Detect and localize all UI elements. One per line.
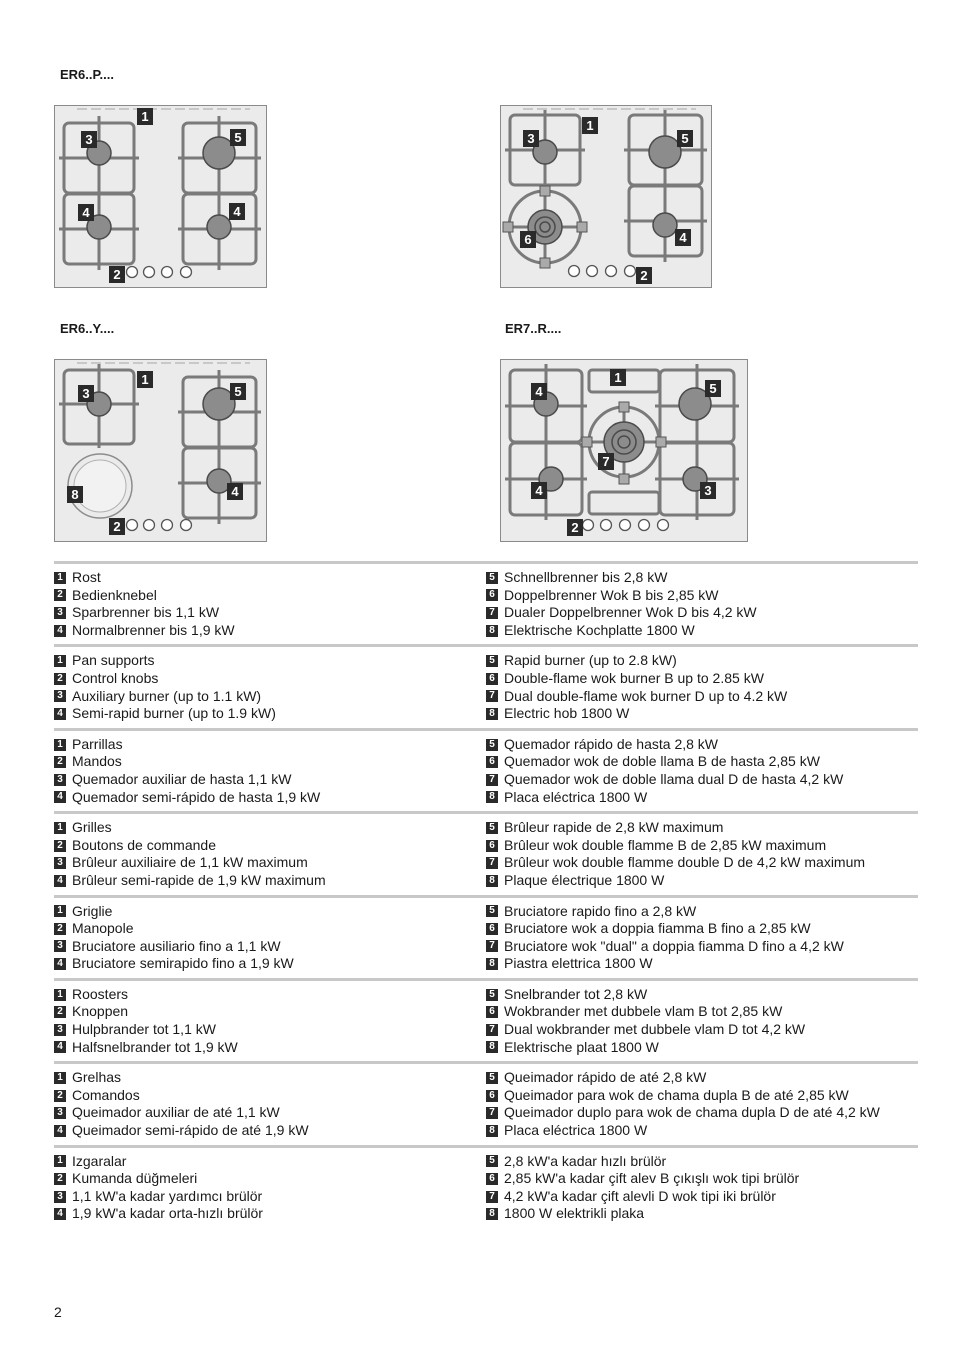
legend-item: 8 1800 W elektrikli plaka — [486, 1205, 918, 1223]
callout-7: 7 — [598, 453, 614, 470]
legend-column-left — [54, 986, 486, 1056]
legend-item: 7 Dual double-flame wok burner D up to 4.2 kW — [486, 688, 918, 706]
callout-8: 8 — [486, 1125, 498, 1137]
legend-column-left — [54, 1069, 486, 1139]
legend-item: 5 Snelbrander tot 2,8 kW — [486, 986, 918, 1004]
callout-1: 1 — [582, 117, 598, 134]
legend-item: 2 Bedienknebel — [54, 587, 486, 605]
legend-item: 3 Auxiliary burner (up to 1.1 kW) — [54, 688, 486, 706]
model-label-er6y: ER6..Y.... — [60, 321, 115, 336]
legend-item: 2 Manopole — [54, 920, 486, 938]
legend-item: 4 1,9 kW'a kadar orta-hızlı brülör — [54, 1205, 486, 1223]
callout-1: 1 — [137, 108, 153, 125]
legend-block-nl — [54, 978, 918, 1061]
callout-4: 4 — [531, 482, 547, 499]
callout-2: 2 — [54, 1090, 66, 1102]
callout-4: 4 — [675, 229, 691, 246]
callout-2: 2 — [54, 923, 66, 935]
legend-item: 6 2,85 kW'a kadar çift alev B çıkışlı wok tipi brülör — [486, 1170, 918, 1188]
callout-3: 3 — [700, 482, 716, 499]
parts-legend — [54, 561, 918, 1228]
callout-4: 4 — [229, 203, 245, 220]
legend-item: 1 Grelhas — [54, 1069, 486, 1087]
legend-item: 2 Mandos — [54, 753, 486, 771]
callout-5: 5 — [705, 380, 721, 397]
callout-3: 3 — [54, 857, 66, 869]
callout-3: 3 — [54, 940, 66, 952]
callout-4: 4 — [54, 791, 66, 803]
callout-8: 8 — [486, 958, 498, 970]
legend-item: 6 Bruciatore wok a doppia fiamma B fino a 2,85 kW — [486, 920, 918, 938]
legend-item: 3 1,1 kW'a kadar yardımcı brülör — [54, 1188, 486, 1206]
legend-column-right — [486, 903, 918, 973]
legend-item: 8 Placa eléctrica 1800 W — [486, 789, 918, 807]
callout-5: 5 — [230, 129, 246, 146]
legend-item: 7 Quemador wok de doble llama dual D de hasta 4,2 kW — [486, 771, 918, 789]
callout-4: 4 — [54, 1041, 66, 1053]
legend-item: 3 Brûleur auxiliaire de 1,1 kW maximum — [54, 854, 486, 872]
callout-8: 8 — [486, 625, 498, 637]
legend-item: 8 Piastra elettrica 1800 W — [486, 955, 918, 973]
callout-7: 7 — [486, 1107, 498, 1119]
callout-2: 2 — [54, 756, 66, 768]
callout-6: 6 — [486, 923, 498, 935]
legend-item: 3 Sparbrenner bis 1,1 kW — [54, 604, 486, 622]
legend-item: 2 Knoppen — [54, 1003, 486, 1021]
legend-item: 1 Izgaralar — [54, 1153, 486, 1171]
callout-1: 1 — [54, 572, 66, 584]
callout-5: 5 — [486, 822, 498, 834]
callout-6: 6 — [486, 673, 498, 685]
legend-item: 1 Pan supports — [54, 652, 486, 670]
callout-5: 5 — [486, 739, 498, 751]
page-number: 2 — [54, 1304, 62, 1320]
callout-2: 2 — [109, 518, 125, 535]
legend-column-right — [486, 1069, 918, 1139]
callout-2: 2 — [54, 673, 66, 685]
cooktop-diagram-er6-wok — [500, 105, 712, 288]
legend-column-right — [486, 986, 918, 1056]
callout-8: 8 — [486, 1208, 498, 1220]
callout-1: 1 — [54, 822, 66, 834]
callout-4: 4 — [54, 708, 66, 720]
legend-item: 5 Rapid burner (up to 2.8 kW) — [486, 652, 918, 670]
callout-2: 2 — [54, 1173, 66, 1185]
legend-item: 7 Dual wokbrander met dubbele vlam D tot 4,2 kW — [486, 1021, 918, 1039]
cooktop-diagram-er7r — [500, 359, 748, 542]
callout-7: 7 — [486, 940, 498, 952]
legend-block-es — [54, 728, 918, 811]
model-label-er6p: ER6..P.... — [60, 67, 114, 82]
legend-column-right — [486, 736, 918, 806]
legend-item: 6 Wokbrander met dubbele vlam B tot 2,85 kW — [486, 1003, 918, 1021]
legend-column-left — [54, 569, 486, 639]
legend-item: 4 Semi-rapid burner (up to 1.9 kW) — [54, 705, 486, 723]
legend-item: 8 Elektrische plaat 1800 W — [486, 1039, 918, 1057]
legend-item: 5 Brûleur rapide de 2,8 kW maximum — [486, 819, 918, 837]
legend-item: 2 Boutons de commande — [54, 837, 486, 855]
callout-6: 6 — [486, 589, 498, 601]
callout-7: 7 — [486, 857, 498, 869]
legend-item: 6 Doppelbrenner Wok B bis 2,85 kW — [486, 587, 918, 605]
legend-item: 2 Control knobs — [54, 670, 486, 688]
legend-block-en — [54, 644, 918, 727]
callout-3: 3 — [54, 1191, 66, 1203]
callout-8: 8 — [67, 486, 83, 503]
model-label-er7r: ER7..R.... — [505, 321, 562, 336]
callout-3: 3 — [54, 774, 66, 786]
callout-3: 3 — [523, 130, 539, 147]
callout-2: 2 — [636, 267, 652, 284]
callout-5: 5 — [486, 989, 498, 1001]
legend-item: 6 Brûleur wok double flamme B de 2,85 kW maximum — [486, 837, 918, 855]
callout-5: 5 — [486, 1155, 498, 1167]
legend-item: 7 Bruciatore wok "dual" a doppia fiamma D fino a 4,2 kW — [486, 938, 918, 956]
legend-item: 6 Double-flame wok burner B up to 2.85 kW — [486, 670, 918, 688]
callout-5: 5 — [486, 1072, 498, 1084]
legend-column-right — [486, 819, 918, 889]
callout-7: 7 — [486, 690, 498, 702]
legend-column-left — [54, 903, 486, 973]
callout-7: 7 — [486, 774, 498, 786]
callout-6: 6 — [486, 1090, 498, 1102]
legend-block-de — [54, 561, 918, 644]
callout-4: 4 — [78, 204, 94, 221]
callout-1: 1 — [54, 739, 66, 751]
callout-5: 5 — [486, 655, 498, 667]
callout-1: 1 — [54, 655, 66, 667]
callout-7: 7 — [486, 1191, 498, 1203]
callout-6: 6 — [486, 1173, 498, 1185]
callout-3: 3 — [54, 690, 66, 702]
callout-6: 6 — [486, 1006, 498, 1018]
legend-item: 5 2,8 kW'a kadar hızlı brülör — [486, 1153, 918, 1171]
callout-2: 2 — [54, 840, 66, 852]
callout-1: 1 — [610, 369, 626, 386]
legend-item: 4 Queimador semi-rápido de até 1,9 kW — [54, 1122, 486, 1140]
legend-item: 6 Queimador para wok de chama dupla B de até 2,85 kW — [486, 1087, 918, 1105]
callout-4: 4 — [227, 483, 243, 500]
legend-item: 5 Schnellbrenner bis 2,8 kW — [486, 569, 918, 587]
legend-item: 8 Plaque électrique 1800 W — [486, 872, 918, 890]
legend-item: 4 Bruciatore semirapido fino a 1,9 kW — [54, 955, 486, 973]
callout-6: 6 — [486, 756, 498, 768]
legend-item: 8 Electric hob 1800 W — [486, 705, 918, 723]
legend-item: 1 Rost — [54, 569, 486, 587]
legend-column-right — [486, 569, 918, 639]
callout-7: 7 — [486, 1024, 498, 1036]
legend-item: 6 Quemador wok de doble llama B de hasta 2,85 kW — [486, 753, 918, 771]
legend-block-pt — [54, 1061, 918, 1144]
legend-item: 2 Kumanda düğmeleri — [54, 1170, 486, 1188]
callout-5: 5 — [486, 905, 498, 917]
legend-column-left — [54, 819, 486, 889]
cooktop-diagram-er6y — [54, 359, 267, 542]
legend-item: 5 Quemador rápido de hasta 2,8 kW — [486, 736, 918, 754]
callout-7: 7 — [486, 607, 498, 619]
callout-3: 3 — [54, 1024, 66, 1036]
legend-item: 1 Roosters — [54, 986, 486, 1004]
callout-3: 3 — [54, 1107, 66, 1119]
legend-item: 3 Quemador auxiliar de hasta 1,1 kW — [54, 771, 486, 789]
legend-item: 3 Queimador auxiliar de até 1,1 kW — [54, 1104, 486, 1122]
legend-column-right — [486, 652, 918, 722]
legend-item: 7 Dualer Doppelbrenner Wok D bis 4,2 kW — [486, 604, 918, 622]
callout-3: 3 — [78, 385, 94, 402]
legend-item: 3 Hulpbrander tot 1,1 kW — [54, 1021, 486, 1039]
cooktop-diagram-er6p — [54, 105, 267, 288]
legend-item: 2 Comandos — [54, 1087, 486, 1105]
legend-block-tr — [54, 1145, 918, 1228]
callout-1: 1 — [54, 1155, 66, 1167]
callout-8: 8 — [486, 1041, 498, 1053]
callout-2: 2 — [54, 589, 66, 601]
legend-item: 3 Bruciatore ausiliario fino a 1,1 kW — [54, 938, 486, 956]
callout-8: 8 — [486, 708, 498, 720]
callout-2: 2 — [54, 1006, 66, 1018]
legend-column-right — [486, 1153, 918, 1223]
callout-1: 1 — [54, 989, 66, 1001]
legend-column-left — [54, 736, 486, 806]
callout-1: 1 — [54, 905, 66, 917]
legend-item: 5 Bruciatore rapido fino a 2,8 kW — [486, 903, 918, 921]
callout-4: 4 — [54, 875, 66, 887]
callout-8: 8 — [486, 791, 498, 803]
callout-2: 2 — [567, 519, 583, 536]
callout-4: 4 — [531, 383, 547, 400]
callout-3: 3 — [54, 607, 66, 619]
legend-item: 5 Queimador rápido de até 2,8 kW — [486, 1069, 918, 1087]
callout-4: 4 — [54, 625, 66, 637]
legend-item: 1 Grilles — [54, 819, 486, 837]
callout-2: 2 — [109, 266, 125, 283]
callout-6: 6 — [520, 231, 536, 248]
legend-item: 4 Quemador semi-rápido de hasta 1,9 kW — [54, 789, 486, 807]
callout-1: 1 — [54, 1072, 66, 1084]
legend-item: 7 4,2 kW'a kadar çift alevli D wok tipi iki brülör — [486, 1188, 918, 1206]
callout-5: 5 — [230, 383, 246, 400]
legend-block-fr — [54, 811, 918, 894]
legend-column-left — [54, 652, 486, 722]
callout-5: 5 — [486, 572, 498, 584]
legend-item: 4 Normalbrenner bis 1,9 kW — [54, 622, 486, 640]
legend-column-left — [54, 1153, 486, 1223]
callout-1: 1 — [137, 371, 153, 388]
legend-item: 8 Placa eléctrica 1800 W — [486, 1122, 918, 1140]
legend-item: 8 Elektrische Kochplatte 1800 W — [486, 622, 918, 640]
callout-4: 4 — [54, 958, 66, 970]
callout-8: 8 — [486, 875, 498, 887]
callout-4: 4 — [54, 1125, 66, 1137]
legend-item: 7 Brûleur wok double flamme double D de 4,2 kW maximum — [486, 854, 918, 872]
legend-block-it — [54, 895, 918, 978]
callout-4: 4 — [54, 1208, 66, 1220]
legend-item: 4 Brûleur semi-rapide de 1,9 kW maximum — [54, 872, 486, 890]
legend-item: 1 Parrillas — [54, 736, 486, 754]
callout-5: 5 — [677, 130, 693, 147]
legend-item: 7 Queimador duplo para wok de chama dupla D de até 4,2 kW — [486, 1104, 918, 1122]
legend-item: 1 Griglie — [54, 903, 486, 921]
callout-3: 3 — [81, 131, 97, 148]
callout-6: 6 — [486, 840, 498, 852]
legend-item: 4 Halfsnelbrander tot 1,9 kW — [54, 1039, 486, 1057]
